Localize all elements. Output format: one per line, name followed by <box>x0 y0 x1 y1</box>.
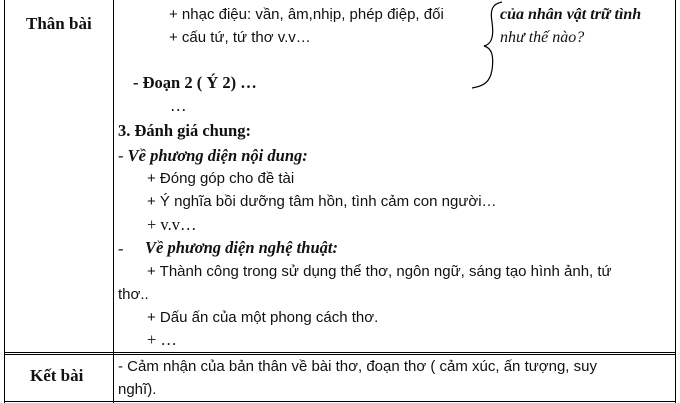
row-divider <box>4 352 676 353</box>
line-plus-ellipsis: + … <box>147 330 177 349</box>
section-ket-bai: Kết bài <box>30 366 84 385</box>
table-left-border <box>4 0 5 403</box>
nghe-thuat-heading: Về phương diện nghệ thuật: <box>145 238 338 257</box>
noi-dung-row <box>118 146 308 166</box>
side-note-2: như thế nào? <box>500 29 585 46</box>
line-nhac-dieu: + nhạc điệu: vần, âm,nhịp, phép điệp, đối <box>169 6 444 23</box>
section-than-bai: Thân bài <box>26 14 92 33</box>
line-y-nghia: + Ý nghĩa bồi dưỡng tâm hồn, tình cảm con người… <box>147 193 497 210</box>
noi-dung-dash: - <box>118 146 128 165</box>
conclusion-line-2: nghĩ). <box>118 381 157 398</box>
table-right-border <box>675 0 676 403</box>
table-bottom-border <box>4 401 676 402</box>
line-thanh-cong-2: thơ.. <box>118 286 149 303</box>
line-vv: + v.v… <box>147 215 197 234</box>
danh-gia-chung: 3. Đánh giá chung: <box>118 121 251 140</box>
line-dau-an: + Dấu ấn của một phong cách thơ. <box>147 309 379 326</box>
conclusion-line-1: - Cảm nhận của bản thân về bài thơ, đoạn thơ ( cảm xúc, ấn tượng, suy <box>118 358 597 375</box>
column-divider <box>113 0 114 403</box>
doan-2: - Đoạn 2 ( Ý 2) … <box>133 73 257 92</box>
nghe-thuat-dash: - <box>118 239 124 258</box>
line-dong-gop: + Đóng góp cho đề tài <box>147 170 295 187</box>
ellipsis: … <box>170 96 187 115</box>
noi-dung-heading: Về phương diện nội dung: <box>127 146 308 165</box>
line-cau-tu: + cấu tứ, tứ thơ v.v… <box>169 29 311 46</box>
line-thanh-cong-1: + Thành công trong sử dụng thể thơ, ngôn ngữ, sáng tạo hình ảnh, tứ <box>147 263 612 280</box>
side-note-1: của nhân vật trữ tình <box>500 6 642 23</box>
row-divider-secondary <box>4 354 676 355</box>
